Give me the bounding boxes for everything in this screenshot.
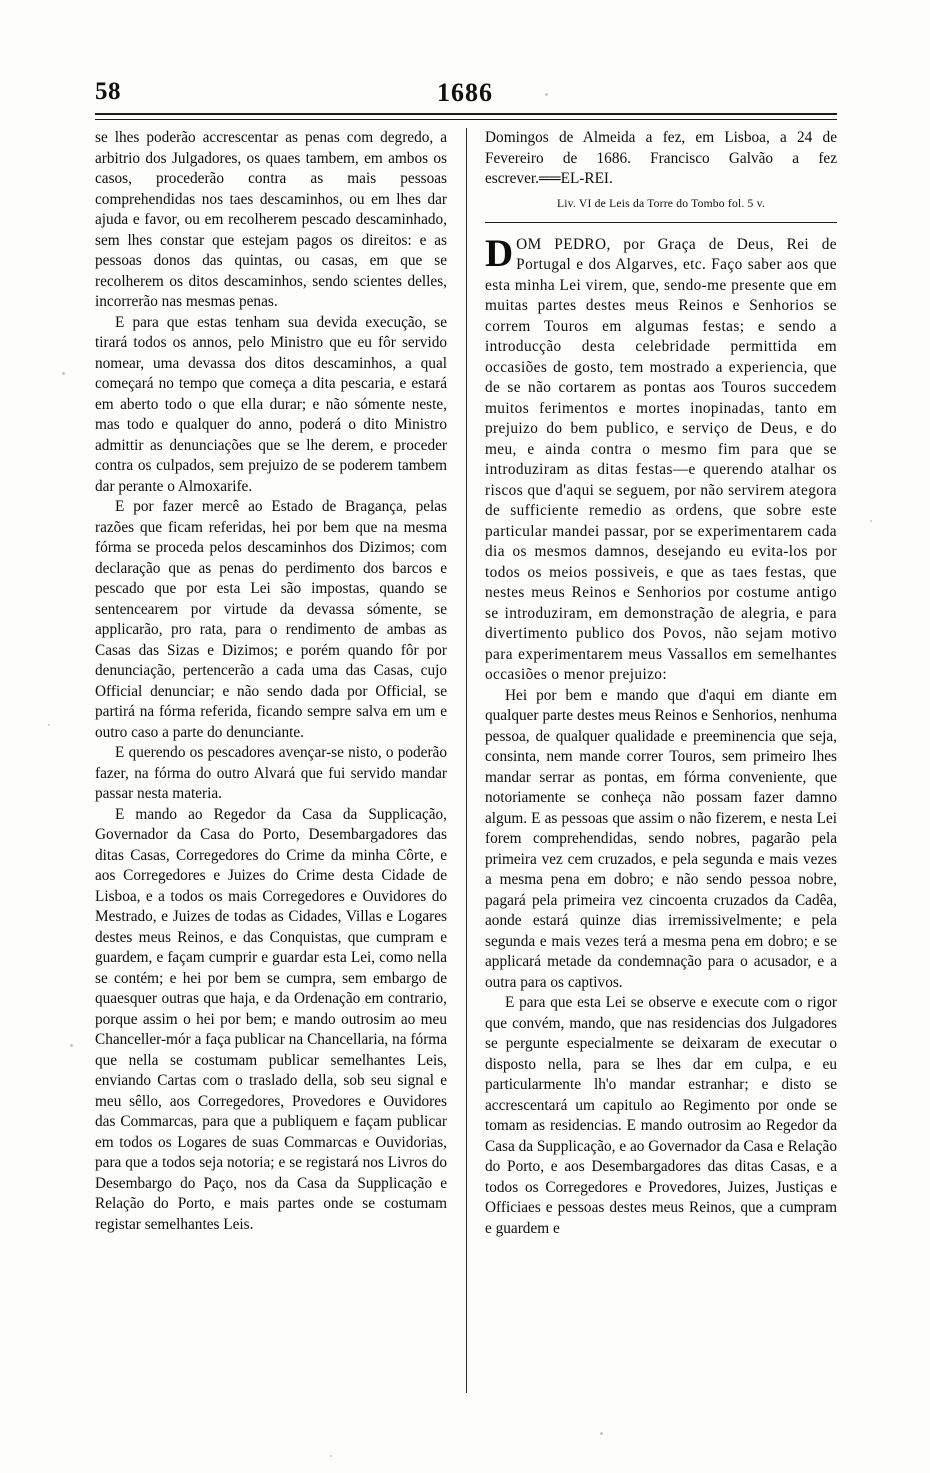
right-column [485,128,837,1393]
header-rule-thin [95,119,837,120]
paper-speck [70,1044,73,1047]
paragraph: OM PEDRO, por Graça de Deus, Rei de Portugal e dos Algarves, etc. Faço saber aos que esta minha Lei virem, que, sendo-me presente que em muitas partes destes meus Reinos e Senhorios se correm Touros em algumas festas; e sendo a introducção desta celebridade permittida em occasiões de gosto, tem mostrado a experiencia, que de se não cortarem as pontas aos Touros succedem muitos ferimentos e mortes inopinadas, tanto em prejuizo do bem publico, e serviço de Deus, e do meu, e ainda contra o mesmo fim para que se introduziram as ditas festas—e querendo atalhar os riscos que d'aqui se seguem, por não servirem ategora de sufficiente remedio as ordens, que sobre este particular mandei passar, por se experimentarem cada dia os mesmos damnos, desejando eu evita-los por todos os meios possiveis, e que as taes festas, que nestes meus Reinos e Senhorios por costume antigo se introduziram, em demonstração de alegria, e para divertimento publico dos Povos, não sejam motivo para experimentarem meus Vassallos em semelhantes occasiões o menor prejuizo: [485,235,837,683]
page-title: 1686 [437,78,493,107]
section-divider-rule [485,222,837,223]
source-note: Liv. VI de Leis da Torre do Tombo fol. 5 v. [556,196,765,210]
paragraph: E querendo os pescadores avençar-se nisto, o poderão fazer, na fórma do outro Alvará que fui servido mandar passar nesta materia. [95,744,447,802]
paper-speck [48,724,50,726]
paragraph: E para que esta Lei se observe e execute com o rigor que convém, mando, que nas residencias dos Julgadores se pergunte especialmente se deixaram de executar o disposto nella, para se lhes dar em culpa, e eu particularmente lh'o mandar estranhar; e disto se accrescentará um capitulo ao Regimento por onde se tomam as residencias. E mando outrosim ao Regedor da Casa da Supplicação, e ao Governador da Casa e Relação do Porto, e aos Desembargadores das ditas Casas, e a todos os Corregedores e Provedores, Juizes, Justiças e Officiaes e pessoas destes meus Reinos, que a cumpram e guardem e [485,994,837,1237]
paper-speck [545,93,548,96]
paragraph: E para que estas tenham sua devida execução, se tirará todos os annos, pelo Ministro que eu fôr servido nomear, uma devassa dos ditos descaminhos, a qual começará no tempo que começa a dita pescaria, e estará em aberto todo o que ella durar; e não sómente neste, mas todo e qualquer do anno, poderá o dito Ministro admittir as denunciações que se lhe derem, e proceder contra os culpados, sem prejuizo de se poderem tambem dar perante o Almoxarife. [95,313,447,495]
paper-speck [600,1432,603,1435]
paragraph: E mando ao Regedor da Casa da Supplicação, Governador da Casa do Porto, Desembargadores das ditas Casas, Corregedores do Crime da minha Côrte, e aos Corregedores e Juizes do Crime desta Cidade de Lisboa, e a todos os mais Corregedores e Ouvidores do Mestrado, e Juizes de todas as Cidades, Villas e Logares destes meus Reinos, e das Conquistas, que cumpram e guardem, e façam cumprir e guardar esta Lei, como nella se contém; e hei por bem se cumpra, sem embargo de quaesquer outras que haja, e da Ordenação em contrario, porque assim o hei por bem; e mando outrosim ao meu Chanceller-mór a faça publicar na Chancellaria, na fórma que nella se costumam publicar semelhantes Leis, enviando Cartas com o traslado della, sob seu signal e meu sêllo, aos Corregedores, Provedores e Ouvidores das Commarcas, para que a publiquem e façam publicar em todos os Logares de suas Commarcas e Ouvidorias, para que a todos seja notoria; e se registará nos Livros do Desembargo do Paço, nos da Casa da Supplicação e Relação do Porto, e mais partes onde se costumam registar semelhantes Leis. [95,805,447,1233]
header-rule-thick [95,113,837,115]
column-divider [466,128,467,1393]
paragraph: Hei por bem e mando que d'aqui em diante em qualquer parte destes meus Reinos e Senhorios, nenhuma pessoa, de qualquer qualidade e preeminencia que seja, consinta, nem mande correr Touros, sem primeiro lhes mandar serrar as pontas, em fórma conveniente, que notoriamente se conheça não possam fazer damno algum. E as pessoas que assim o não fizerem, e nesta Lei forem comprehendidas, sendo nobres, pagarão pela primeira vez cem cruzados, e pela segunda e mais vezes a mesma pena em dobro; e não sendo pessoa nobre, pagará pela primeira vez cincoenta cruzados da Cadêa, aonde estará quinze dias irremissivelmente; e pela segunda e mais vezes terá a mesma pena em dobro; e se applicará metade da condemnação para o acusador, e a outra para os captivos. [485,686,837,991]
page-header [95,78,835,118]
law-opening-block [485,231,837,686]
paragraph: E por fazer mercê ao Estado de Bragança, pelas razões que ficam referidas, hei por bem que na mesma fórma se proceda pelos descaminhos dos Dizimos; com declaração que as penas do perdimento dos barcos e pescado que por esta Lei são impostas, quando se sentencearem por virtude da devassa sómente, se applicarão, pro rata, para o rendimento de ambas as Casas das Sizas e Dizimos; e porém quando fôr por denunciação, pertencerão a cada uma das Casas, cujo Official denunciar; e não sendo dada por Official, se partirá na fórma referida, ficando sempre salva em um e outro caso a parte do denunciante. [95,498,447,741]
drop-cap: D [485,231,514,275]
closing-paragraph: Domingos de Almeida a fez, em Lisboa, a 24 de Fevereiro de 1686. Francisco Galvão a fez escrever.══EL-REI. [485,129,837,187]
paragraph: se lhes poderão accrescentar as penas com degredo, a arbitrio dos Julgadores, os quaes tambem, em ambos os casos, procederão contra as mais pessoas comprehendidas nos taes descaminhos, ou em lhes dar ajuda e favor, ou em recolherem pescado descaminhado, sem lhes constar que estejam pagos os direitos: e as pessoas donos das quintas, ou casas, em que se recolherem os ditos descaminhos, sendo scientes delles, incorrerão nas mesmas penas. [95,129,447,310]
paper-speck [62,372,65,375]
text-columns [95,128,837,1393]
left-column [95,128,447,1393]
paper-speck [870,520,872,522]
paper-speck [330,1455,332,1457]
folio-number: 58 [95,78,121,105]
